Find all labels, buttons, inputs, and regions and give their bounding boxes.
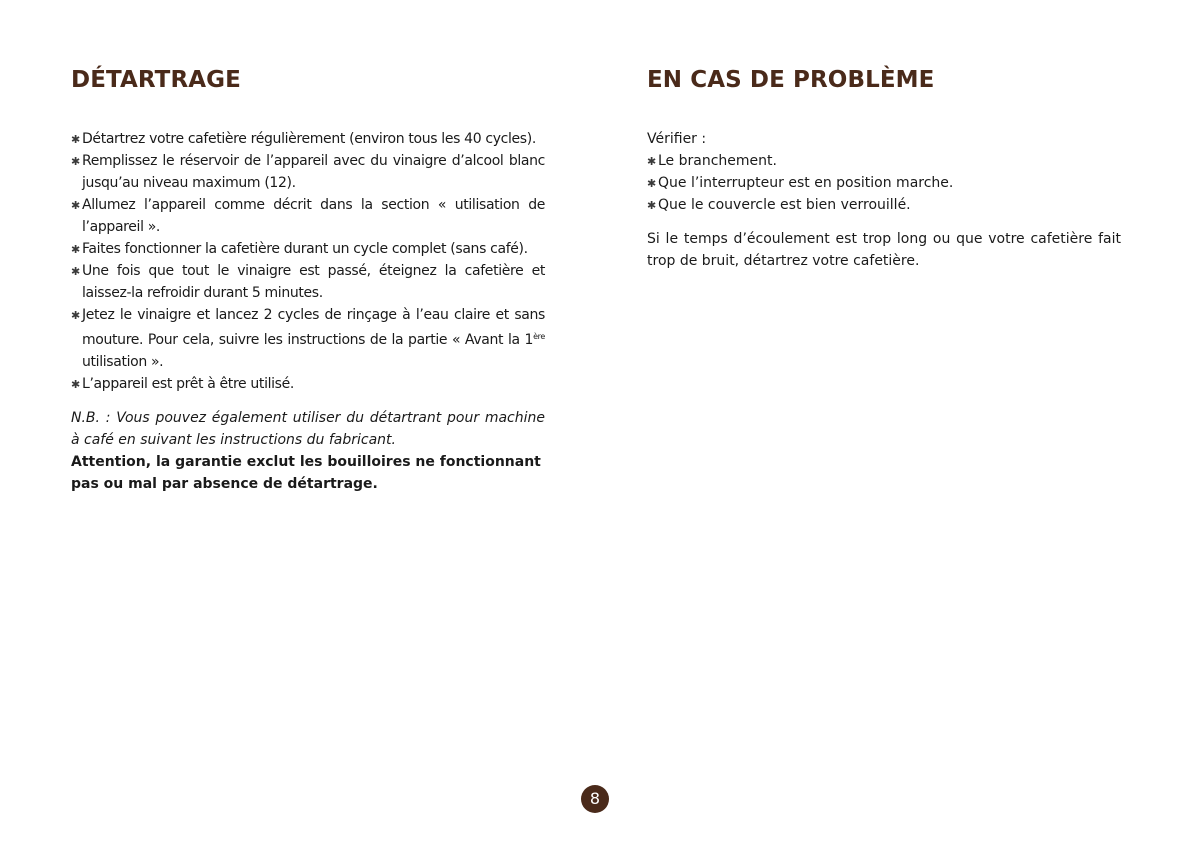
list-item: ✱ Faites fonctionner la cafetière durant un cycle complet (sans café). — [71, 238, 545, 260]
asterisk-icon: ✱ — [71, 309, 80, 322]
list-item: ✱ Une fois que tout le vinaigre est passé, éteignez la cafetière et laissez-la refroidir durant 5 minutes. — [71, 263, 545, 301]
list-item: ✱ Que l’interrupteur est en position marche. — [647, 172, 1121, 194]
asterisk-icon: ✱ — [71, 133, 80, 146]
list-item: ✱ Jetez le vinaigre et lancez 2 cycles de rinçage à l’eau claire et sans mouture. Pour cela, suivre les instructions de la partie « Avant la 1ère utilisation ». — [71, 307, 545, 370]
asterisk-icon: ✱ — [71, 378, 80, 391]
note-text: N.B. : Vous pouvez également utiliser du détartrant pour machine à café en suivant les instructions du fabricant. — [71, 410, 545, 448]
list-item: ✱ Le branchement. — [647, 150, 1121, 172]
advice-text: Si le temps d’écoulement est trop long ou que votre cafetière fait trop de bruit, détartrez votre cafetière. — [647, 231, 1121, 269]
detartrage-title: DÉTARTRAGE — [71, 67, 241, 93]
page-number: 8 — [581, 785, 609, 813]
detartrage-section — [71, 60, 545, 495]
list-item: ✱ Que le couvercle est bien verrouillé. — [647, 194, 1121, 216]
list-item: ✱ L’appareil est prêt à être utilisé. — [71, 373, 545, 395]
probleme-title: EN CAS DE PROBLÈME — [647, 67, 935, 93]
check-list — [647, 150, 1121, 216]
asterisk-icon: ✱ — [647, 155, 657, 168]
probleme-section — [647, 60, 1121, 272]
list-item: ✱ Remplissez le réservoir de l’appareil avec du vinaigre d’alcool blanc jusqu’au niveau maximum (12). — [71, 153, 545, 191]
list-item: ✱ Allumez l’appareil comme décrit dans la section « utilisation de l’appareil ». — [71, 197, 545, 235]
asterisk-icon: ✱ — [71, 265, 80, 278]
check-intro: Vérifier : — [647, 131, 707, 147]
detartrage-steps — [71, 128, 545, 395]
list-item: ✱ Détartrez votre cafetière régulièrement (environ tous les 40 cycles). — [71, 128, 545, 150]
asterisk-icon: ✱ — [647, 199, 657, 212]
warranty-warning: Attention, la garantie exclut les bouilloires ne fonctionnant pas ou mal par absence de détartrage. — [71, 454, 541, 492]
asterisk-icon: ✱ — [71, 155, 80, 168]
asterisk-icon: ✱ — [71, 243, 80, 256]
asterisk-icon: ✱ — [647, 177, 657, 190]
asterisk-icon: ✱ — [71, 199, 80, 212]
